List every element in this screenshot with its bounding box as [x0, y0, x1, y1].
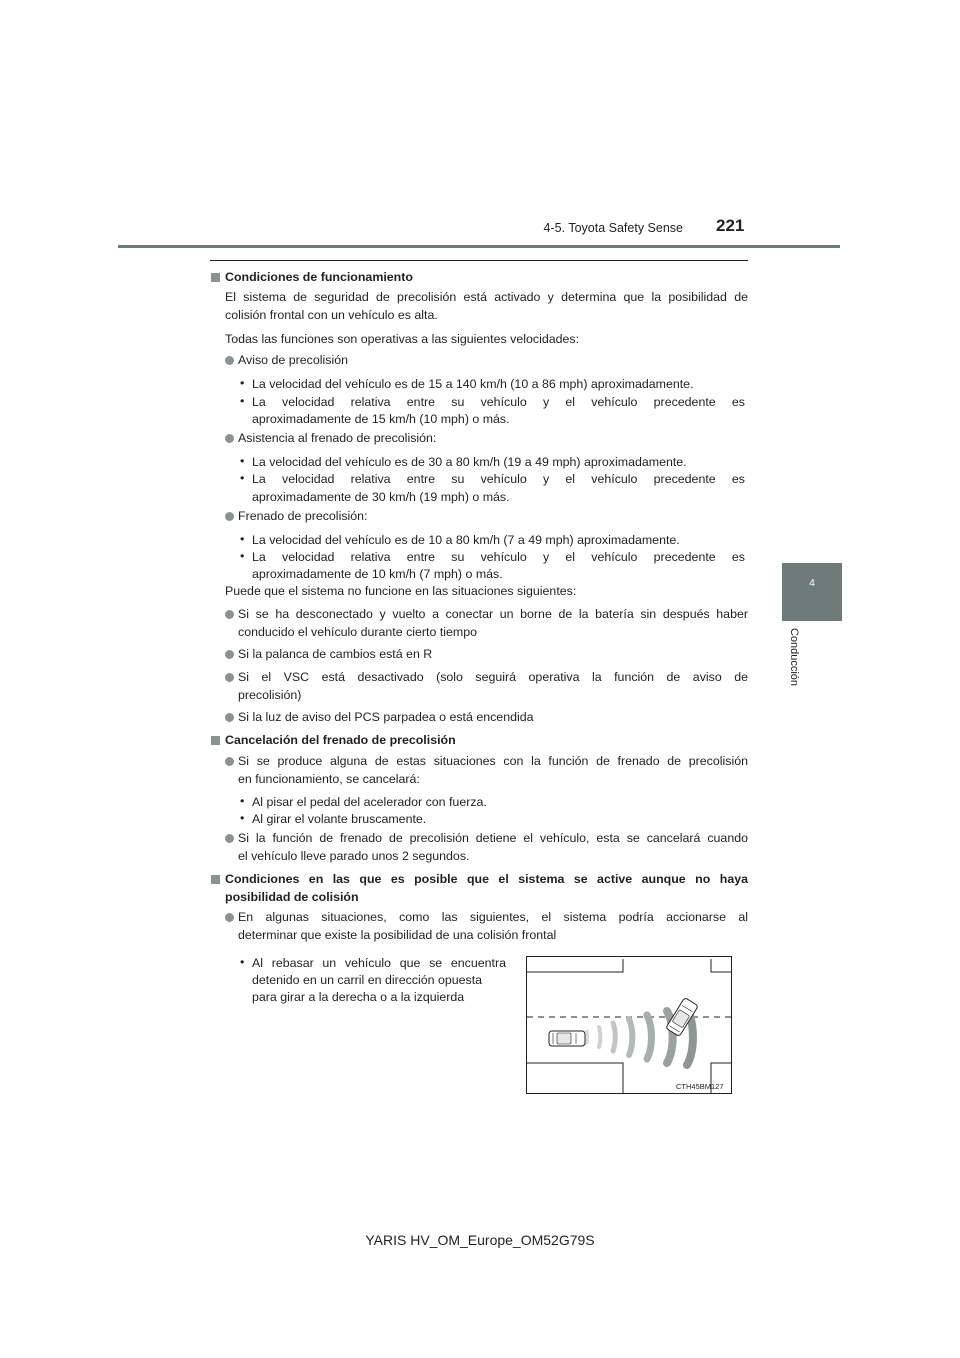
chapter-tab-number: 4 [809, 578, 815, 589]
list-item: precolisión) [238, 688, 302, 702]
footer-document-id: YARIS HV_OM_Europe_OM52G79S [365, 1232, 595, 1248]
paragraph-line: colisión frontal con un vehículo es alta. [225, 308, 438, 322]
content-top-rule [210, 260, 748, 261]
list-item: Si el VSC está desactivado (solo seguirá operativa la función de aviso de [238, 670, 748, 684]
paragraph: Puede que el sistema no funcione en las situaciones siguientes: [225, 584, 577, 598]
list-item: en funcionamiento, se cancelará: [238, 772, 420, 786]
square-bullet-icon [211, 736, 220, 745]
list-item: Si la función de frenado de precolisión detiene el vehículo, esta se cancelará cuando [238, 831, 748, 845]
sub-list-item: La velocidad relativa entre su vehículo y el vehículo precedente es [252, 472, 745, 486]
paragraph: Todas las funciones son operativas a las siguientes velocidades: [225, 332, 580, 346]
list-item: Aviso de precolisión [238, 353, 348, 367]
sub-list-item: Al pisar el pedal del acelerador con fuerza. [252, 795, 487, 809]
sub-list-item: La velocidad relativa entre su vehículo y el vehículo precedente es [252, 395, 745, 409]
sub-list-item: detenido en un carril en dirección opuesta [252, 973, 483, 987]
illustration-overtaking-turning-vehicle [526, 956, 732, 1094]
sub-list-item: aproximadamente de 30 km/h (19 mph) o más. [252, 490, 510, 504]
chapter-tab [782, 563, 842, 621]
list-item: Frenado de precolisión: [238, 509, 368, 523]
sub-bullet-icon: • [240, 794, 245, 808]
sub-list-item: aproximadamente de 10 km/h (7 mph) o más. [252, 567, 503, 581]
sub-bullet-icon: • [240, 811, 245, 825]
sub-bullet-icon: • [240, 549, 245, 563]
sub-bullet-icon: • [240, 376, 245, 390]
circle-bullet-icon [225, 834, 234, 843]
sub-list-item: La velocidad relativa entre su vehículo y el vehículo precedente es [252, 550, 745, 564]
list-item: el vehículo lleve parado unos 2 segundos. [238, 849, 470, 863]
sub-bullet-icon: • [240, 471, 245, 485]
heading-unintended-activation: posibilidad de colisión [225, 890, 359, 904]
list-item: Asistencia al frenado de precolisión: [238, 431, 437, 445]
list-item: Si se ha desconectado y vuelto a conectar un borne de la batería sin después haber [238, 607, 748, 621]
sub-list-item: para girar a la derecha o a la izquierda [252, 990, 465, 1004]
circle-bullet-icon [225, 757, 234, 766]
sub-list-item: aproximadamente de 15 km/h (10 mph) o más. [252, 412, 510, 426]
sub-list-item: Al girar el volante bruscamente. [252, 812, 427, 826]
sub-bullet-icon: • [240, 394, 245, 408]
sub-list-item: La velocidad del vehículo es de 30 a 80 km/h (19 a 49 mph) aproximadamente. [252, 455, 687, 469]
page-number: 221 [716, 216, 745, 235]
sub-bullet-icon: • [240, 532, 245, 546]
paragraph-line: El sistema de seguridad de precolisión está activado y determina que la posibilidad de [225, 290, 748, 304]
list-item: determinar que existe la posibilidad de una colisión frontal [238, 928, 557, 942]
chapter-tab-label: Conducción [788, 627, 800, 687]
circle-bullet-icon [225, 913, 234, 922]
circle-bullet-icon [225, 713, 234, 722]
heading-unintended-activation: Condiciones en las que es posible que el sistema se active aunque no haya [225, 872, 748, 886]
circle-bullet-icon [225, 610, 234, 619]
list-item: Si la luz de aviso del PCS parpadea o está encendida [238, 710, 534, 724]
road-edge [527, 1063, 623, 1093]
sub-bullet-icon: • [240, 454, 245, 468]
header-section-title: 4-5. Toyota Safety Sense [543, 221, 683, 235]
circle-bullet-icon [225, 512, 234, 521]
sub-list-item: Al rebasar un vehículo que se encuentra [252, 956, 506, 970]
heading-operating-conditions: Condiciones de funcionamiento [225, 270, 413, 284]
circle-bullet-icon [225, 673, 234, 682]
sub-list-item: La velocidad del vehículo es de 10 a 80 km/h (7 a 49 mph) aproximadamente. [252, 533, 680, 547]
road-edge [711, 959, 732, 972]
circle-bullet-icon [225, 434, 234, 443]
list-item: Si se produce alguna de estas situaciones con la función de frenado de precolisión [238, 754, 748, 768]
sub-list-item: La velocidad del vehículo es de 15 a 140 km/h (10 a 86 mph) aproximadamente. [252, 377, 694, 391]
square-bullet-icon [211, 273, 220, 282]
list-item: Si la palanca de cambios está en R [238, 647, 433, 661]
header-rule [118, 245, 840, 248]
circle-bullet-icon [225, 356, 234, 365]
list-item: En algunas situaciones, como las siguientes, el sistema podría accionarse al [238, 910, 748, 924]
own-vehicle-icon [549, 1031, 585, 1046]
sub-bullet-icon: • [240, 955, 245, 969]
road-edge [527, 959, 623, 972]
heading-cancellation: Cancelación del frenado de precolisión [225, 733, 456, 747]
list-item: conducido el vehículo durante cierto tiempo [238, 625, 478, 639]
figure-code: CTH45BM127 [676, 1082, 724, 1091]
square-bullet-icon [211, 875, 220, 884]
circle-bullet-icon [225, 650, 234, 659]
